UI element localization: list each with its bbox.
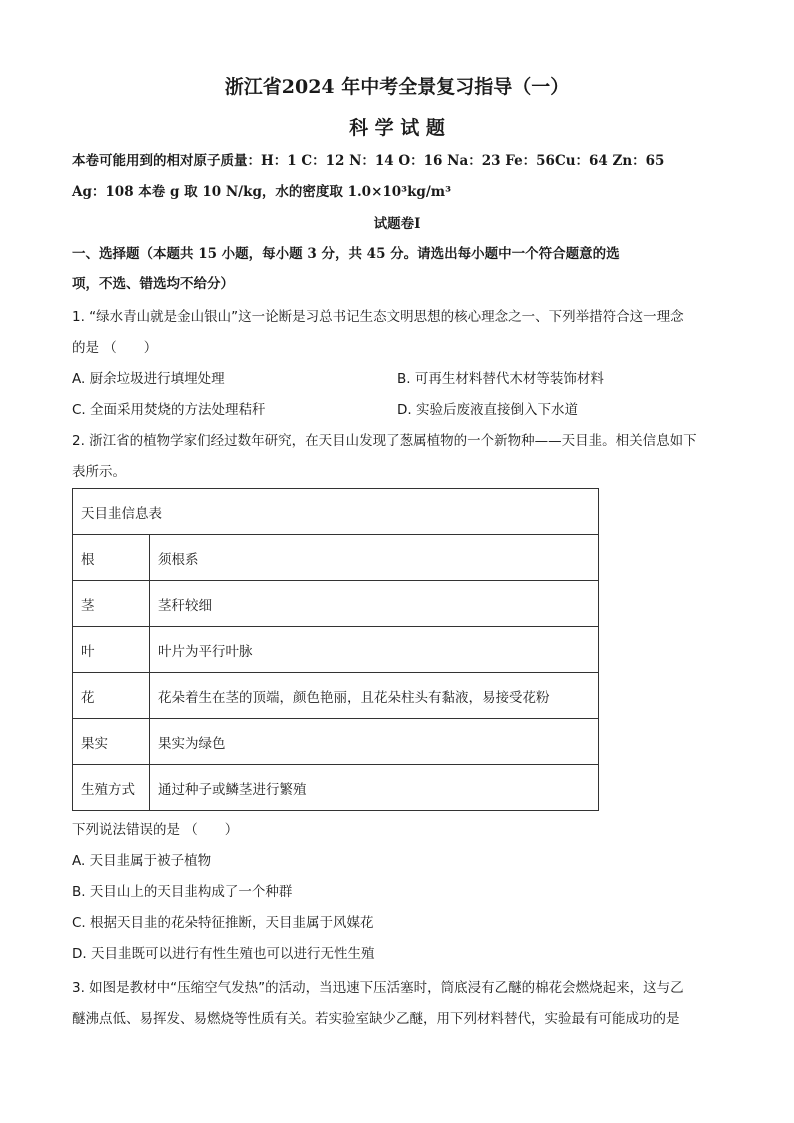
- q2-stem-line2: 表所示。: [72, 464, 126, 480]
- paper-label: 试题卷Ⅰ: [373, 216, 421, 232]
- table-row: [73, 581, 599, 627]
- row-key: 根: [73, 535, 150, 581]
- row-value: 花朵着生在茎的顶端，颜色艳丽，且花朵柱头有黏液，易接受花粉: [150, 673, 599, 719]
- table-title-row: [73, 489, 599, 535]
- row-key: 花: [73, 673, 150, 719]
- q3-stem-line1: 3. 如图是教材中“压缩空气发热”的活动，当迅速下压活塞时，筒底浸有乙醚的棉花会燃烧起来，这与乙: [72, 980, 684, 996]
- row-key: 果实: [73, 719, 150, 765]
- q2-option-d: D. 天目韭既可以进行有性生殖也可以进行无性生殖: [72, 946, 375, 962]
- table-row: [73, 535, 599, 581]
- q2-option-b: B. 天目山上的天目韭构成了一个种群: [72, 884, 293, 900]
- row-value: 通过种子或鳞茎进行繁殖: [150, 765, 599, 811]
- info-table: [72, 488, 599, 811]
- exam-title: 浙江省2024 年中考全景复习指导（一）: [224, 76, 570, 98]
- table-title: 天目韭信息表: [73, 489, 599, 535]
- q1-option-d: D. 实验后废液直接倒入下水道: [397, 402, 578, 418]
- q2-option-a: A. 天目韭属于被子植物: [72, 853, 212, 869]
- q3-stem-line2: 醚沸点低、易挥发、易燃烧等性质有关。若实验室缺少乙醚，用下列材料替代，实验最有可能成功的是: [72, 1011, 680, 1027]
- q2-question: 下列说法错误的是 （ ）: [72, 822, 239, 838]
- constants-note: Ag：108 本卷 g 取 10 N/kg，水的密度取 1.0×10³kg/m³: [72, 184, 452, 200]
- row-value: 叶片为平行叶脉: [150, 627, 599, 673]
- row-value: 茎秆较细: [150, 581, 599, 627]
- table-row: [73, 627, 599, 673]
- q1-option-b: B. 可再生材料替代木材等装饰材料: [397, 371, 604, 387]
- table-row: [73, 765, 599, 811]
- row-key: 生殖方式: [73, 765, 150, 811]
- section-heading-line1: 一、选择题（本题共 15 小题，每小题 3 分，共 45 分。请选出每小题中一个符合题意的选: [72, 246, 620, 262]
- atomic-mass-note: 本卷可能用到的相对原子质量：H：1 C：12 N：14 O：16 Na：23 Fe：56Cu：64 Zn：65: [72, 153, 665, 169]
- q1-option-a: A. 厨余垃圾进行填埋处理: [72, 371, 225, 387]
- table-row: [73, 673, 599, 719]
- q2-option-c: C. 根据天目韭的花朵特征推断，天目韭属于风媒花: [72, 915, 374, 931]
- q1-option-c: C. 全面采用焚烧的方法处理秸秆: [72, 402, 266, 418]
- row-value: 果实为绿色: [150, 719, 599, 765]
- row-key: 茎: [73, 581, 150, 627]
- section-heading-line2: 项，不选、错选均不给分）: [72, 276, 234, 292]
- table-row: [73, 719, 599, 765]
- q1-stem-line1: 1. “绿水青山就是金山银山”这一论断是习总书记生态文明思想的核心理念之一、下列举措符合这一理念: [72, 309, 684, 325]
- q2-stem-line1: 2. 浙江省的植物学家们经过数年研究，在天目山发现了葱属植物的一个新物种——天目韭。相关信息如下: [72, 433, 697, 449]
- row-value: 须根系: [150, 535, 599, 581]
- q1-stem-line2: 的是 （ ）: [72, 340, 158, 356]
- row-key: 叶: [73, 627, 150, 673]
- exam-subtitle: 科 学 试 题: [349, 117, 445, 139]
